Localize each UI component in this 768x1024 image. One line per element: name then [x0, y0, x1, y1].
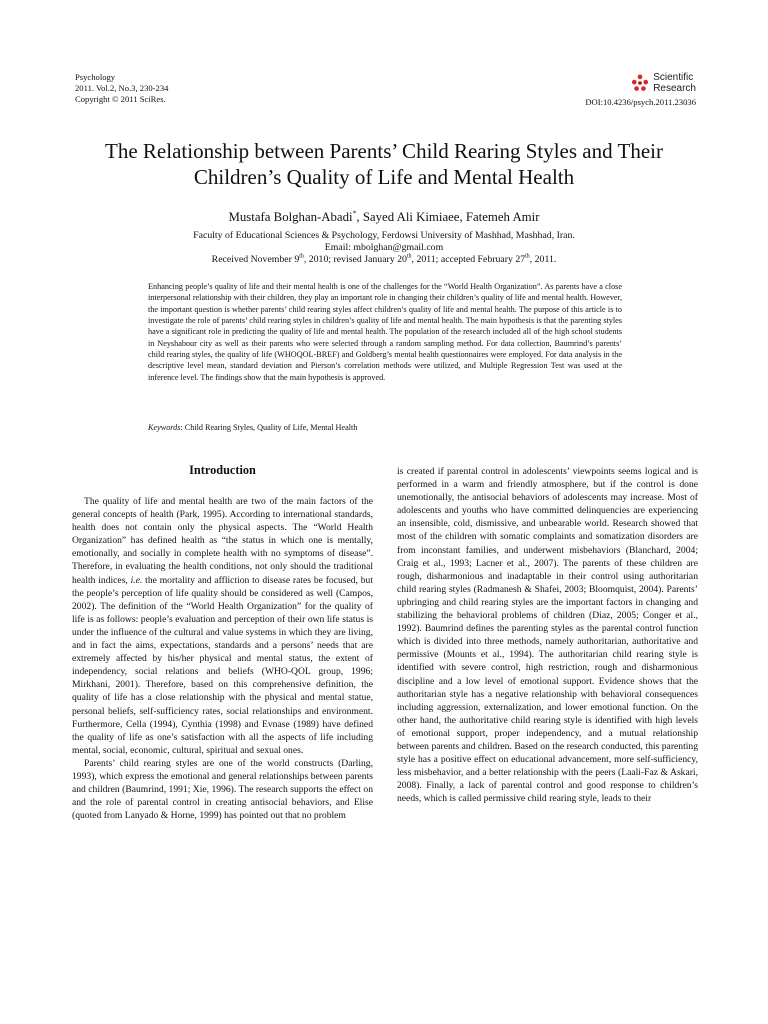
- keywords-label: Keywords: [148, 423, 181, 432]
- publisher-name: Scientific Research: [653, 72, 696, 94]
- keywords: [148, 422, 622, 433]
- journal-name: Psychology: [75, 72, 116, 82]
- publisher-logo: [585, 72, 696, 94]
- corresponding-author-mark: *: [352, 208, 357, 218]
- journal-volume: 2011. Vol.2, No.3, 230-234: [75, 83, 169, 93]
- section-heading-introduction: Introduction: [189, 463, 256, 477]
- abstract: Enhancing people’s quality of life and their mental health is one of the challenges for the “World Health Organization”. As parents have a close interpersonal relationship with their children, they play an important role in changing their children’s quality of life and mental health. However, the important question is whether parents’ child rearing styles affect children’s quality of life and mental health. The purpose of this article is to investigate the role of parents’ child rearing styles in children’s quality of life and mental health. The main hypothesis is that the parenting styles have a significant role in predicting the quality of life and mental health. The population of the research included all of the high school students in Neyshabour city as well as their parents who were selected through a random sampling method. For data collection, Baumrind’s parents’ child rearing styles, the quality of life (WHOQOL-BREF) and Goldberg’s mental health questionnaires were employed. For data analysis in the descriptive level mean, standard deviation and Pierson’s correlation methods were utilized, and Multiple Regression Test was used at the inference level. The findings show that the main hypothesis is approved.: [148, 282, 622, 382]
- body-column-right: [397, 465, 698, 805]
- journal-info: [75, 72, 168, 105]
- copyright-line: Copyright © 2011 SciRes.: [75, 94, 166, 104]
- body-column-left: [72, 462, 373, 822]
- author-others: , Sayed Ali Kimiaee, Fatemeh Amir: [356, 210, 540, 224]
- paragraph: Parents’ child rearing styles are one of the world constructs (Darling, 1993), which express the emotional and general relationships between parents and children (Baumrind, 1991; Xie, 1996). The research supports the effect on and the role of parental control in creating antisocial behaviors, and Elise (quoted from Lanyado & Horne, 1999) has pointed out that no problem: [72, 757, 373, 822]
- affiliation-block: [60, 230, 708, 266]
- publisher-info: [585, 72, 696, 108]
- scientific-research-logo-icon: [631, 74, 649, 92]
- doi-link[interactable]: DOI:10.4236/psych.2011.23036: [585, 97, 696, 107]
- submission-dates: Received November 9th, 2010; revised January 20th, 2011; accepted February 27th, 2011.: [211, 253, 557, 265]
- paragraph: is created if parental control in adolescents’ viewpoints seems logical and is performed in a warm and friendly atmosphere, but if the control is done unemotionally, the antisocial behaviors of adolescents may increase. Most of adolescents and youths who have committed delinquencies are experiencing an insensible, cold, dismissive, and unbearable world. Research showed that most of the children with somatic complaints and somatization disorders are from inconstant families, and underwent misbehaviors (Blanchard, 2004; Craig et al., 1993; Lacner et al., 2007). The parents of these children are rough, disharmonious and inadaptable in their control using authoritarian child rearing styles (Radmanesh & Shafei, 2003; Bloomquist, 2004). Parents’ upbringing and child rearing styles are the important factors in changing and stabilizing the behavioral problems of children (Diaz, 2005; Conger et al., 1992). Baumrind defines the parenting styles as the parental control function which is divided into three methods, namely authoritarian, authoritative and permissive (Mounts et al., 1994). The authoritarian child rearing style is identified with severe control, high restriction, rough and disharmonious discipline and a low level of emotional support. Evidence shows that the authoritarian style has a negative relationship with behavioral consequences including aggression, externalization, and lower emotional function. On the other hand, the authoritative child rearing style is identified with high levels of emotional support, proper independency, and a mutual relationship between parents and children. Based on the research conducted, this parenting style has a positive effect on educational advancement, more self-sufficiency, less misbehavior, and a better relationship with the peers (Laali-Faz & Askari, 2008). Finally, a lack of parental control and good response to children’s needs, which is called permissive child rearing style, leads to their: [397, 466, 698, 805]
- affiliation: Faculty of Educational Sciences & Psychology, Ferdowsi University of Mashhad, Mashhad, Iran.: [193, 230, 575, 241]
- author-email[interactable]: Email: mbolghan@gmail.com: [324, 242, 444, 253]
- author-primary: Mustafa Bolghan-Abadi: [228, 210, 353, 224]
- paragraph: The quality of life and mental health are two of the main factors of the general concepts of health (Park, 1995). According to international standards, health does not contain only the physical aspects. The “World Health Organization” has defined health as “the status in which one is mentally, emotionally, and socially in complete health with no symptoms of disease”. Therefore, in evaluating the health conditions, not only should the traditional health indices, i.e. the mortality and affliction to disease rates be focused, but the people’s perception of life quality should be considered as well (Campos, 2002). The definition of the “World Health Organization” for the quality of life is as follows: people’s evaluation and perception of their own life status is under the influence of the cultural and value systems in which they are living, and in fact the aims, expectations, standards and a persons’ needs that are extremely affected by his/her physical and mental status, the extent of independency, social relations and beliefs (WHO-QOL group, 1996; Mirkhani, 2001). Therefore, based on this comprehensive definition, the quality of life has a close relationship with the physical and mental statue, personal beliefs, self-sufficiency rates, social relationships and environment. Furthermore, Cella (1994), Cynthia (1998) and Evnase (1989) have defined the quality of life as one’s satisfaction with all the aspects of life including mental, social, economic, cultural, spiritual and sexual ones.: [72, 496, 374, 756]
- paper-title: The Relationship between Parents’ Child Rearing Styles and Their Children’s Quality of Life and Mental Health: [105, 139, 663, 189]
- keywords-text: : Child Rearing Styles, Quality of Life, Mental Health: [180, 423, 358, 432]
- author-list: [60, 210, 708, 225]
